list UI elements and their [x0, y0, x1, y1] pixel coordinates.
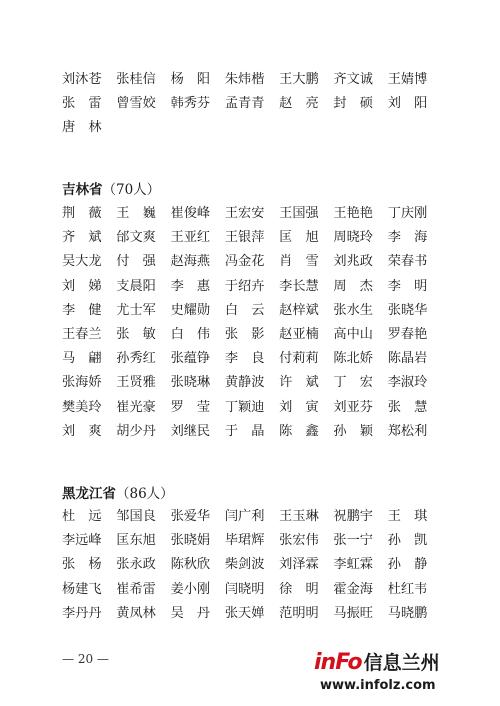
person-name: 李 健 [62, 302, 102, 318]
person-name: 韩秀芬 [170, 96, 211, 112]
watermark-logo [314, 648, 484, 700]
person-name: 封 硕 [333, 96, 373, 112]
person-name: 杨 阳 [170, 72, 211, 87]
person-name: 张永政 [116, 557, 156, 573]
person-name: 尤士军 [116, 302, 156, 318]
person-name: 范明明 [279, 605, 319, 621]
person-name: 支晨阳 [116, 278, 156, 294]
person-name: 张爱华 [170, 509, 211, 524]
person-name: 张晓琳 [170, 375, 211, 391]
person-name: 齐 斌 [62, 230, 102, 246]
person-name: 于绍卉 [224, 278, 265, 294]
person-name: 王宏安 [224, 206, 265, 221]
person-name: 史耀勋 [170, 302, 211, 318]
person-name: 姜小刚 [170, 581, 211, 597]
person-name: 丁颖迪 [224, 399, 265, 415]
person-name: 刘 爽 [62, 423, 102, 439]
person-name: 王贤雅 [116, 375, 156, 391]
logo-brand-cn-text: 信息兰州 [363, 652, 440, 674]
person-name: 张一宁 [333, 533, 373, 549]
person-name: 丁 宏 [333, 375, 373, 391]
person-name: 黄凤林 [116, 605, 156, 621]
person-name: 毕珺辉 [224, 533, 265, 549]
person-name: 马振旺 [333, 605, 373, 621]
person-name: 崔希雷 [116, 581, 156, 597]
person-name: 罗春艳 [387, 326, 428, 342]
person-name: 许 斌 [279, 375, 319, 391]
person-name: 王 巍 [116, 206, 156, 221]
person-name: 吴 丹 [170, 605, 211, 621]
person-name: 荆 薇 [62, 206, 102, 221]
infolz-logo [314, 648, 440, 675]
person-name: 张晓娟 [170, 533, 211, 549]
person-name: 于 晶 [224, 423, 265, 439]
person-name: 白 云 [224, 302, 265, 318]
person-name: 李 海 [387, 230, 428, 246]
person-name: 祝鹏宇 [333, 509, 373, 524]
person-name: 丁庆刚 [387, 206, 428, 221]
person-name: 李 明 [387, 278, 428, 294]
person-name: 陈 鑫 [279, 423, 319, 439]
person-name: 张 杨 [62, 557, 102, 573]
person-name: 郑松利 [387, 423, 428, 439]
person-name: 冯金花 [224, 254, 265, 270]
logo-brand-text: inFo [314, 650, 362, 675]
person-name: 张水生 [333, 302, 373, 318]
person-name: 杜 远 [62, 509, 102, 524]
person-name: 崔光豪 [116, 399, 156, 415]
person-name: 张晓华 [387, 302, 428, 318]
person-name: 孙 凯 [387, 533, 428, 549]
person-name: 李 良 [224, 351, 265, 367]
person-name: 赵海燕 [170, 254, 211, 270]
person-name: 邹国良 [116, 509, 156, 524]
person-name: 荣春书 [387, 254, 428, 270]
watermark-url: www.infolz.com [320, 678, 436, 693]
person-name: 胡少丹 [116, 423, 156, 439]
person-name: 樊美玲 [62, 399, 102, 415]
person-name: 王婧博 [387, 72, 428, 87]
person-name: 陈晶岩 [387, 351, 428, 367]
person-name: 霍金海 [333, 581, 373, 597]
person-name: 罗 莹 [170, 399, 211, 415]
person-name: 白 伟 [170, 326, 211, 342]
person-name: 张桂信 [116, 72, 156, 87]
page-number: — 20 — [62, 652, 109, 666]
person-name: 齐文诚 [333, 72, 373, 87]
person-name: 赵梓斌 [279, 302, 319, 318]
person-name: 王艳艳 [333, 206, 373, 221]
person-name: 陈北娇 [333, 351, 373, 367]
person-name: 黄静波 [224, 375, 265, 391]
person-name: 张 慧 [387, 399, 428, 415]
person-name: 刘 寅 [279, 399, 319, 415]
person-name: 张 雷 [62, 96, 102, 112]
person-name: 朱炜楷 [224, 72, 265, 87]
person-name: 匡东旭 [116, 533, 156, 549]
person-name: 张宏伟 [279, 533, 319, 549]
name-list-continued [62, 68, 442, 141]
person-name: 赵亚楠 [279, 326, 319, 342]
section-heading-count: （70人） [102, 182, 161, 198]
person-name: 李远峰 [62, 533, 102, 549]
section-heading-title: 黑龙江省 [62, 486, 116, 502]
person-name: 徐 明 [279, 581, 319, 597]
name-list-jilin [62, 202, 442, 444]
person-name: 崔俊峰 [170, 206, 211, 221]
person-name: 张 敏 [116, 326, 156, 342]
person-name: 周晓玲 [333, 230, 373, 246]
person-name: 王亚红 [170, 230, 211, 246]
person-name: 李长慧 [279, 278, 319, 294]
person-name: 唐 林 [62, 120, 102, 136]
person-name: 王国强 [279, 206, 319, 221]
section-heading-heilongjiang [62, 482, 174, 502]
person-name: 赵 亮 [279, 96, 319, 112]
person-name: 刘继民 [170, 423, 211, 439]
person-name: 刘亚芬 [333, 399, 373, 415]
person-name: 马晓鹏 [387, 605, 428, 621]
person-name: 杨建飞 [62, 581, 102, 597]
person-name: 李淑玲 [387, 375, 428, 391]
person-name: 付 强 [116, 254, 156, 270]
person-name: 王 琪 [387, 509, 428, 524]
person-name: 刘 阳 [387, 96, 428, 112]
person-name: 周 杰 [333, 278, 373, 294]
person-name: 刘兆政 [333, 254, 373, 270]
person-name: 孙 颖 [333, 423, 373, 439]
person-name: 曾雪姣 [116, 96, 156, 112]
person-name: 李 惠 [170, 278, 211, 294]
section-heading-title: 吉林省 [62, 182, 103, 198]
person-name: 陈秋欣 [170, 557, 211, 573]
person-name: 张天婵 [224, 605, 265, 621]
person-name: 肖 雪 [279, 254, 319, 270]
person-name: 匡 旭 [279, 230, 319, 246]
person-name: 孙秀红 [116, 351, 156, 367]
person-name: 高中山 [333, 326, 373, 342]
person-name: 王玉琳 [279, 509, 319, 524]
person-name: 张海娇 [62, 375, 102, 391]
person-name: 刘泽霖 [279, 557, 319, 573]
person-name: 闫广利 [224, 509, 265, 524]
person-name: 吴大龙 [62, 254, 102, 270]
person-name: 王银萍 [224, 230, 265, 246]
person-name: 王春兰 [62, 326, 102, 342]
person-name: 李丹丹 [62, 605, 102, 621]
section-heading-jilin [62, 178, 160, 198]
person-name: 张 影 [224, 326, 265, 342]
person-name: 柴剑波 [224, 557, 265, 573]
person-name: 刘 娣 [62, 278, 102, 294]
person-name: 马 翩 [62, 351, 102, 367]
person-name: 孙 静 [387, 557, 428, 573]
section-heading-count: （86人） [116, 486, 174, 502]
person-name: 李虹霖 [333, 557, 373, 573]
person-name: 张蕴铮 [170, 351, 211, 367]
person-name: 邰文爽 [116, 230, 156, 246]
person-name: 付莉莉 [279, 351, 319, 367]
person-name: 闫晓明 [224, 581, 265, 597]
person-name: 王大鹏 [279, 72, 319, 87]
name-list-heilongjiang [62, 505, 442, 626]
person-name: 孟青青 [224, 96, 265, 112]
person-name: 刘沐苍 [62, 72, 102, 87]
person-name: 杜红韦 [387, 581, 428, 597]
